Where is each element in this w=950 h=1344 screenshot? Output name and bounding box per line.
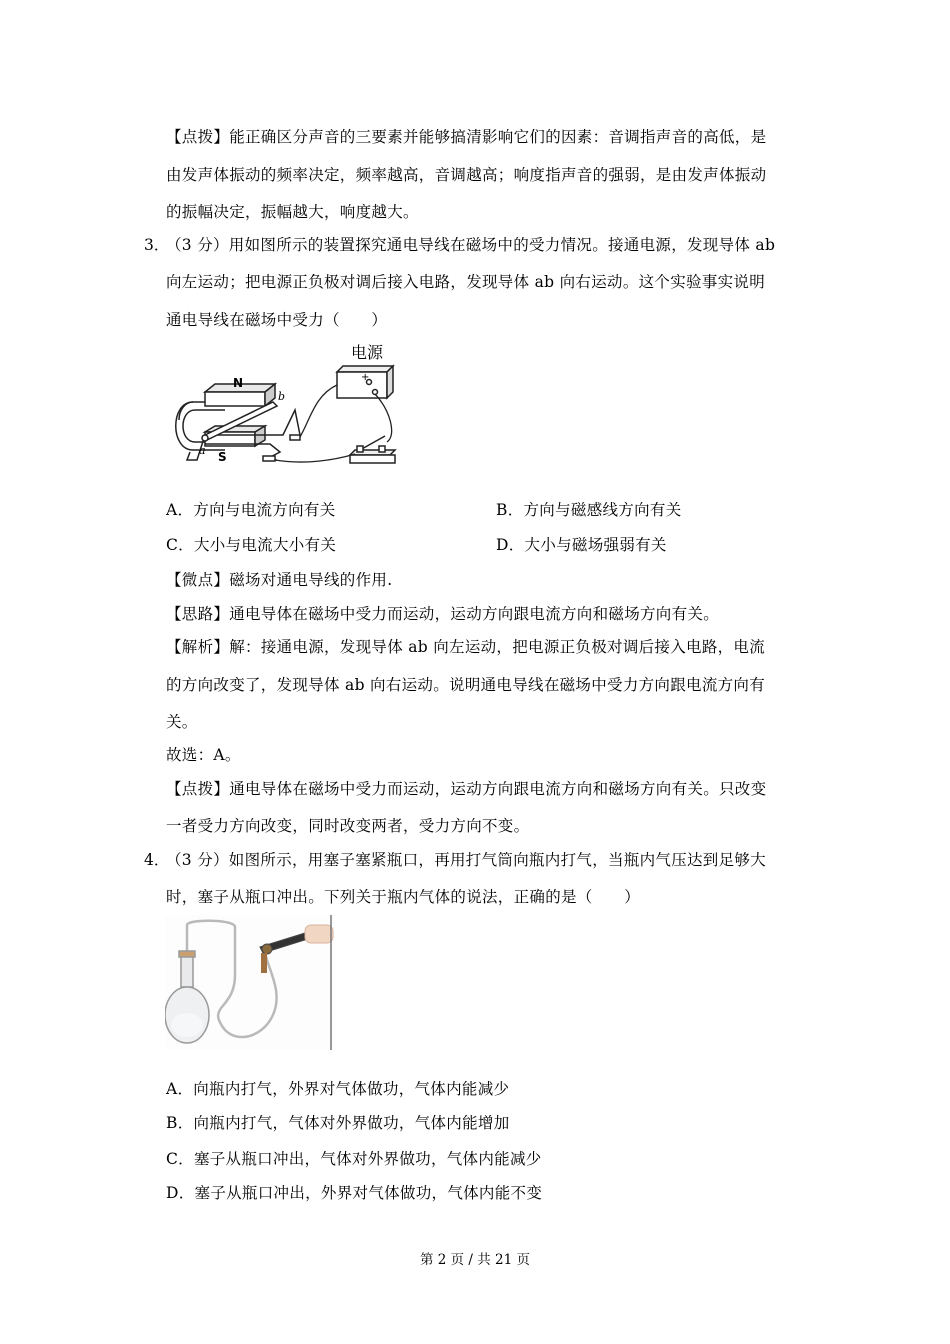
q3-option-b[interactable]: B．方向与磁感线方向有关: [496, 501, 682, 519]
electromagnet-apparatus-figure: [165, 340, 405, 470]
q4-option-b[interactable]: B．向瓶内打气，气体对外界做功，气体内能增加: [166, 1114, 510, 1132]
question-3-line-3: 通电导线在磁场中受力（ ）: [166, 311, 388, 329]
question-3-line-1: （3 分）用如图所示的装置探究通电导线在磁场中的受力情况。接通电源，发现导体 ab: [166, 236, 776, 254]
q4-option-c[interactable]: C．塞子从瓶口冲出，气体对外界做功，气体内能减少: [166, 1150, 542, 1168]
question-4-number: 4．: [144, 851, 170, 869]
horseshoe-magnet: [176, 384, 275, 450]
tip-line-3: 的振幅决定，振幅越大，响度越大。: [166, 203, 419, 221]
power-label: 电源: [351, 343, 384, 362]
plus-label: +: [361, 372, 370, 383]
q4-option-a[interactable]: A．向瓶内打气，外界对气体做功，气体内能减少: [166, 1080, 510, 1098]
flask-pump-photo-figure: [165, 915, 335, 1050]
question-3-line-2: 向左运动；把电源正负极对调后接入电路，发现导体 ab 向右运动。这个实验事实说明: [166, 273, 766, 291]
question-4-line-1: （3 分）如图所示，用塞子塞紧瓶口，再用打气筒向瓶内打气，当瓶内气压达到足够大: [166, 851, 766, 869]
q4-option-d[interactable]: D．塞子从瓶口冲出，外界对气体做功，气体内能不变: [166, 1184, 543, 1202]
q3-idea: 【思路】通电导体在磁场中受力而运动，运动方向跟电流方向和磁场方向有关。: [166, 605, 720, 623]
page-footer: 第 2 页 / 共 21 页: [419, 1252, 531, 1268]
label-b: b: [278, 390, 286, 403]
q3-point: 【微点】磁场对通电导线的作用.: [166, 571, 393, 589]
tip-line-1: 【点拨】能正确区分声音的三要素并能够搞清影响它们的因素：音调指声音的高低，是: [166, 128, 767, 146]
q3-analysis-1: 【解析】解：接通电源，发现导体 ab 向左运动，把电源正负极对调后接入电路，电流: [166, 638, 766, 656]
q3-tip-2: 一者受力方向改变，同时改变两者，受力方向不变。: [166, 817, 530, 835]
q3-tip-1: 【点拨】通电导体在磁场中受力而运动，运动方向跟电流方向和磁场方向有关。只改变: [166, 780, 767, 798]
q3-analysis-3: 关。: [166, 713, 198, 731]
q3-option-c[interactable]: C．大小与电流大小有关: [166, 536, 337, 554]
q3-analysis-2: 的方向改变了，发现导体 ab 向右运动。说明通电导线在磁场中受力方向跟电流方向有: [166, 676, 766, 694]
label-a: a: [199, 444, 206, 457]
q3-option-a[interactable]: A．方向与电流方向有关: [166, 501, 336, 519]
q3-option-d[interactable]: D．大小与磁场强弱有关: [496, 536, 667, 554]
question-4-line-2: 时，塞子从瓶口冲出。下列关于瓶内气体的说法，正确的是（ ）: [166, 888, 641, 906]
question-3-number: 3．: [144, 236, 170, 254]
north-label: N: [233, 376, 244, 390]
south-label: S: [218, 450, 227, 464]
q3-answer: 故选：A。: [166, 746, 241, 764]
tip-line-2: 由发声体振动的频率决定，频率越高，音调越高；响度指声音的强弱，是由发声体振动: [166, 166, 767, 184]
